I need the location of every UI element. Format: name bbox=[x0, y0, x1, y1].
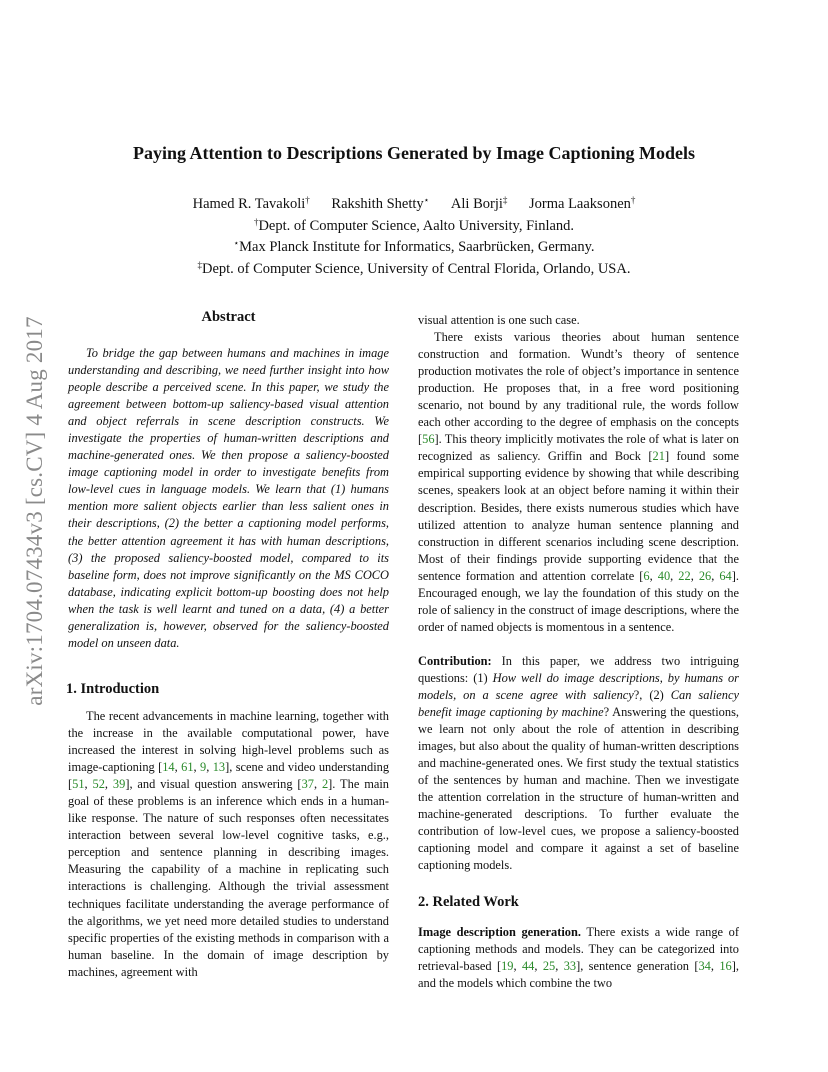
author-block bbox=[0, 194, 828, 280]
author-name: Hamed R. Tavakoli† bbox=[192, 195, 310, 212]
run-in-heading: Image description generation. bbox=[418, 924, 581, 939]
theory-paragraph: There exists various theories about human sentence construction and formation. Wundt’s theory of sentence production motivates the role of object’s importance in sentence production. He proposes that, in a free word positioning scenario, not bound by any traditional rule, the words follow each other according to the degree of emphasis on the concepts [56]. This theory implicitly motivates the role of what is later on recognized as saliency. Griffin and Bock [21] found some empirical supporting evidence by showing that while describing scenes, speakers look at an object before naming it within their description. Besides, there exists numerous studies which have utilized attention to analyze human sentence planning and construction in different scenarios including scene description. Most of their findings provide supporting evidence that the sentence formation and attention correlate [6, 40, 22, 26, 64]. Encouraged enough, we lay the foundation of this study on the role of saliency in the construct of image descriptions, where the order of named objects is momentous in a sentence. bbox=[418, 330, 740, 634]
citation-link[interactable]: 9 bbox=[200, 760, 207, 775]
citation-link[interactable]: 40 bbox=[657, 568, 671, 583]
citation-link[interactable]: 52 bbox=[92, 777, 105, 792]
abstract-heading: Abstract bbox=[201, 309, 256, 325]
citation-link[interactable]: 26 bbox=[698, 568, 712, 583]
paper-title: Paying Attention to Descriptions Generated by Image Captioning Models bbox=[133, 143, 695, 163]
citation-link[interactable]: 14 bbox=[162, 760, 175, 775]
contribution-label: Contribution: bbox=[418, 653, 492, 668]
related-work-heading: 2. Related Work bbox=[418, 893, 519, 910]
citation-link[interactable]: 19 bbox=[501, 958, 514, 973]
citation-link[interactable]: 16 bbox=[719, 958, 732, 973]
related-work-paragraph: Image description generation. There exists a wide range of captioning methods and models. They can be categorized into retrieval-based [19, 44, 25, 33], sentence generation [34, 16], and the models which combine the two bbox=[418, 924, 739, 990]
citation-link[interactable]: 22 bbox=[678, 568, 691, 583]
citation-link[interactable]: 51 bbox=[72, 777, 85, 792]
citation-link[interactable]: 44 bbox=[521, 958, 535, 973]
abstract-body bbox=[68, 345, 389, 652]
introduction-paragraph: The recent advancements in machine learning, together with the increase in the available computational power, have increased the interest in solving high-level problems such as image-captioning [14, 61, 9, 13], scene and video understanding [51, 52, 39], and visual question answering [37, 2]. The main goal of these problems is an inference which ends in a human-like response. The nature of such responses often necessitates interaction between several low-level cognitive tasks, e.g., perception and sentence planning in describing images. Measuring the capability of a machine in replicating such interactions is challenging. Although the trivial assessment techniques facilitate understanding the average performance of the algorithms, we yet need more detailed studies to understand specific properties of the existing methods in comparison with a human baseline. In the domain of image description by machines, agreement with bbox=[68, 709, 390, 979]
introduction-heading: 1. Introduction bbox=[66, 681, 160, 697]
continued-paragraph: visual attention is one such case. bbox=[418, 313, 580, 327]
citation-link[interactable]: 25 bbox=[542, 958, 556, 973]
affiliation: ‡Dept. of Computer Science, University of Central Florida, Orlando, USA. bbox=[197, 259, 631, 277]
citation-link[interactable]: 6 bbox=[643, 568, 650, 583]
arxiv-identifier: arXiv:1704.07434v3 [cs.CV] 4 Aug 2017 bbox=[22, 316, 47, 706]
citation-link[interactable]: 13 bbox=[212, 760, 226, 775]
contribution-paragraph: Contribution: In this paper, we address two intriguing questions: (1) How well do image descriptions, by humans or models, on a scene agree with saliency?, (2) Can saliency benefit image captioning by machine? Answering the questions, we learn not only about the role of attention in describing images, but also about the quality of human-written descriptions and machine-generated ones. We first study the textual statistics of the sentences by human and machine. Then we investigate the attention correlation in the structure of human-written and machine-generated descriptions. To further evaluate the contribution of low-level cues, we propose a saliency-boosted captioning model and compare it against a set of baseline captioning models. bbox=[418, 653, 739, 873]
citation-link[interactable]: 21 bbox=[652, 449, 665, 464]
citation-link[interactable]: 33 bbox=[563, 958, 577, 973]
citation-link[interactable]: 61 bbox=[181, 760, 194, 775]
citation-link[interactable]: 2 bbox=[321, 777, 329, 792]
citation-link[interactable]: 37 bbox=[301, 777, 314, 792]
right-column bbox=[418, 312, 739, 992]
citation-link[interactable]: 64 bbox=[719, 568, 732, 583]
author-name: Ali Borji‡ bbox=[450, 195, 508, 212]
author-name: Jorma Laaksonen† bbox=[529, 195, 636, 212]
affiliation: †Dept. of Computer Science, Aalto University, Finland. bbox=[253, 216, 575, 234]
author-name: Rakshith Shetty⋆ bbox=[331, 195, 430, 212]
citation-link[interactable]: 39 bbox=[112, 777, 126, 792]
author-list bbox=[0, 194, 828, 216]
introduction-body bbox=[68, 708, 389, 981]
citation-link[interactable]: 56 bbox=[422, 432, 435, 447]
citation-link[interactable]: 34 bbox=[698, 958, 711, 973]
abstract-text: To bridge the gap between humans and machines in image understanding and describing, we need further insight into how people describe a perceived scene. In this paper, we study the agreement between bottom-up saliency-based visual attention and object referrals in scene description constructs. We investigate the properties of human-written descriptions and machine-generated ones. We then propose a saliency-boosted image captioning model in order to investigate benefits from low-level cues in language models. We learn that (1) humans mention more salient objects earlier than less salient ones in their descriptions, (2) the better a captioning model performs, the better attention agreement it has with human descriptions, (3) the proposed saliency-boosted model, compared to its baseline form, does not improve significantly on the MS COCO database, indicating explicit bottom-up boosting does not help when the task is well learnt and tuned on a data, (4) a better generalization is, however, observed for the saliency-boosted model on unseen data. bbox=[68, 346, 389, 650]
affiliation: ⋆Max Planck Institute for Informatics, Saarbrücken, Germany. bbox=[233, 238, 595, 255]
